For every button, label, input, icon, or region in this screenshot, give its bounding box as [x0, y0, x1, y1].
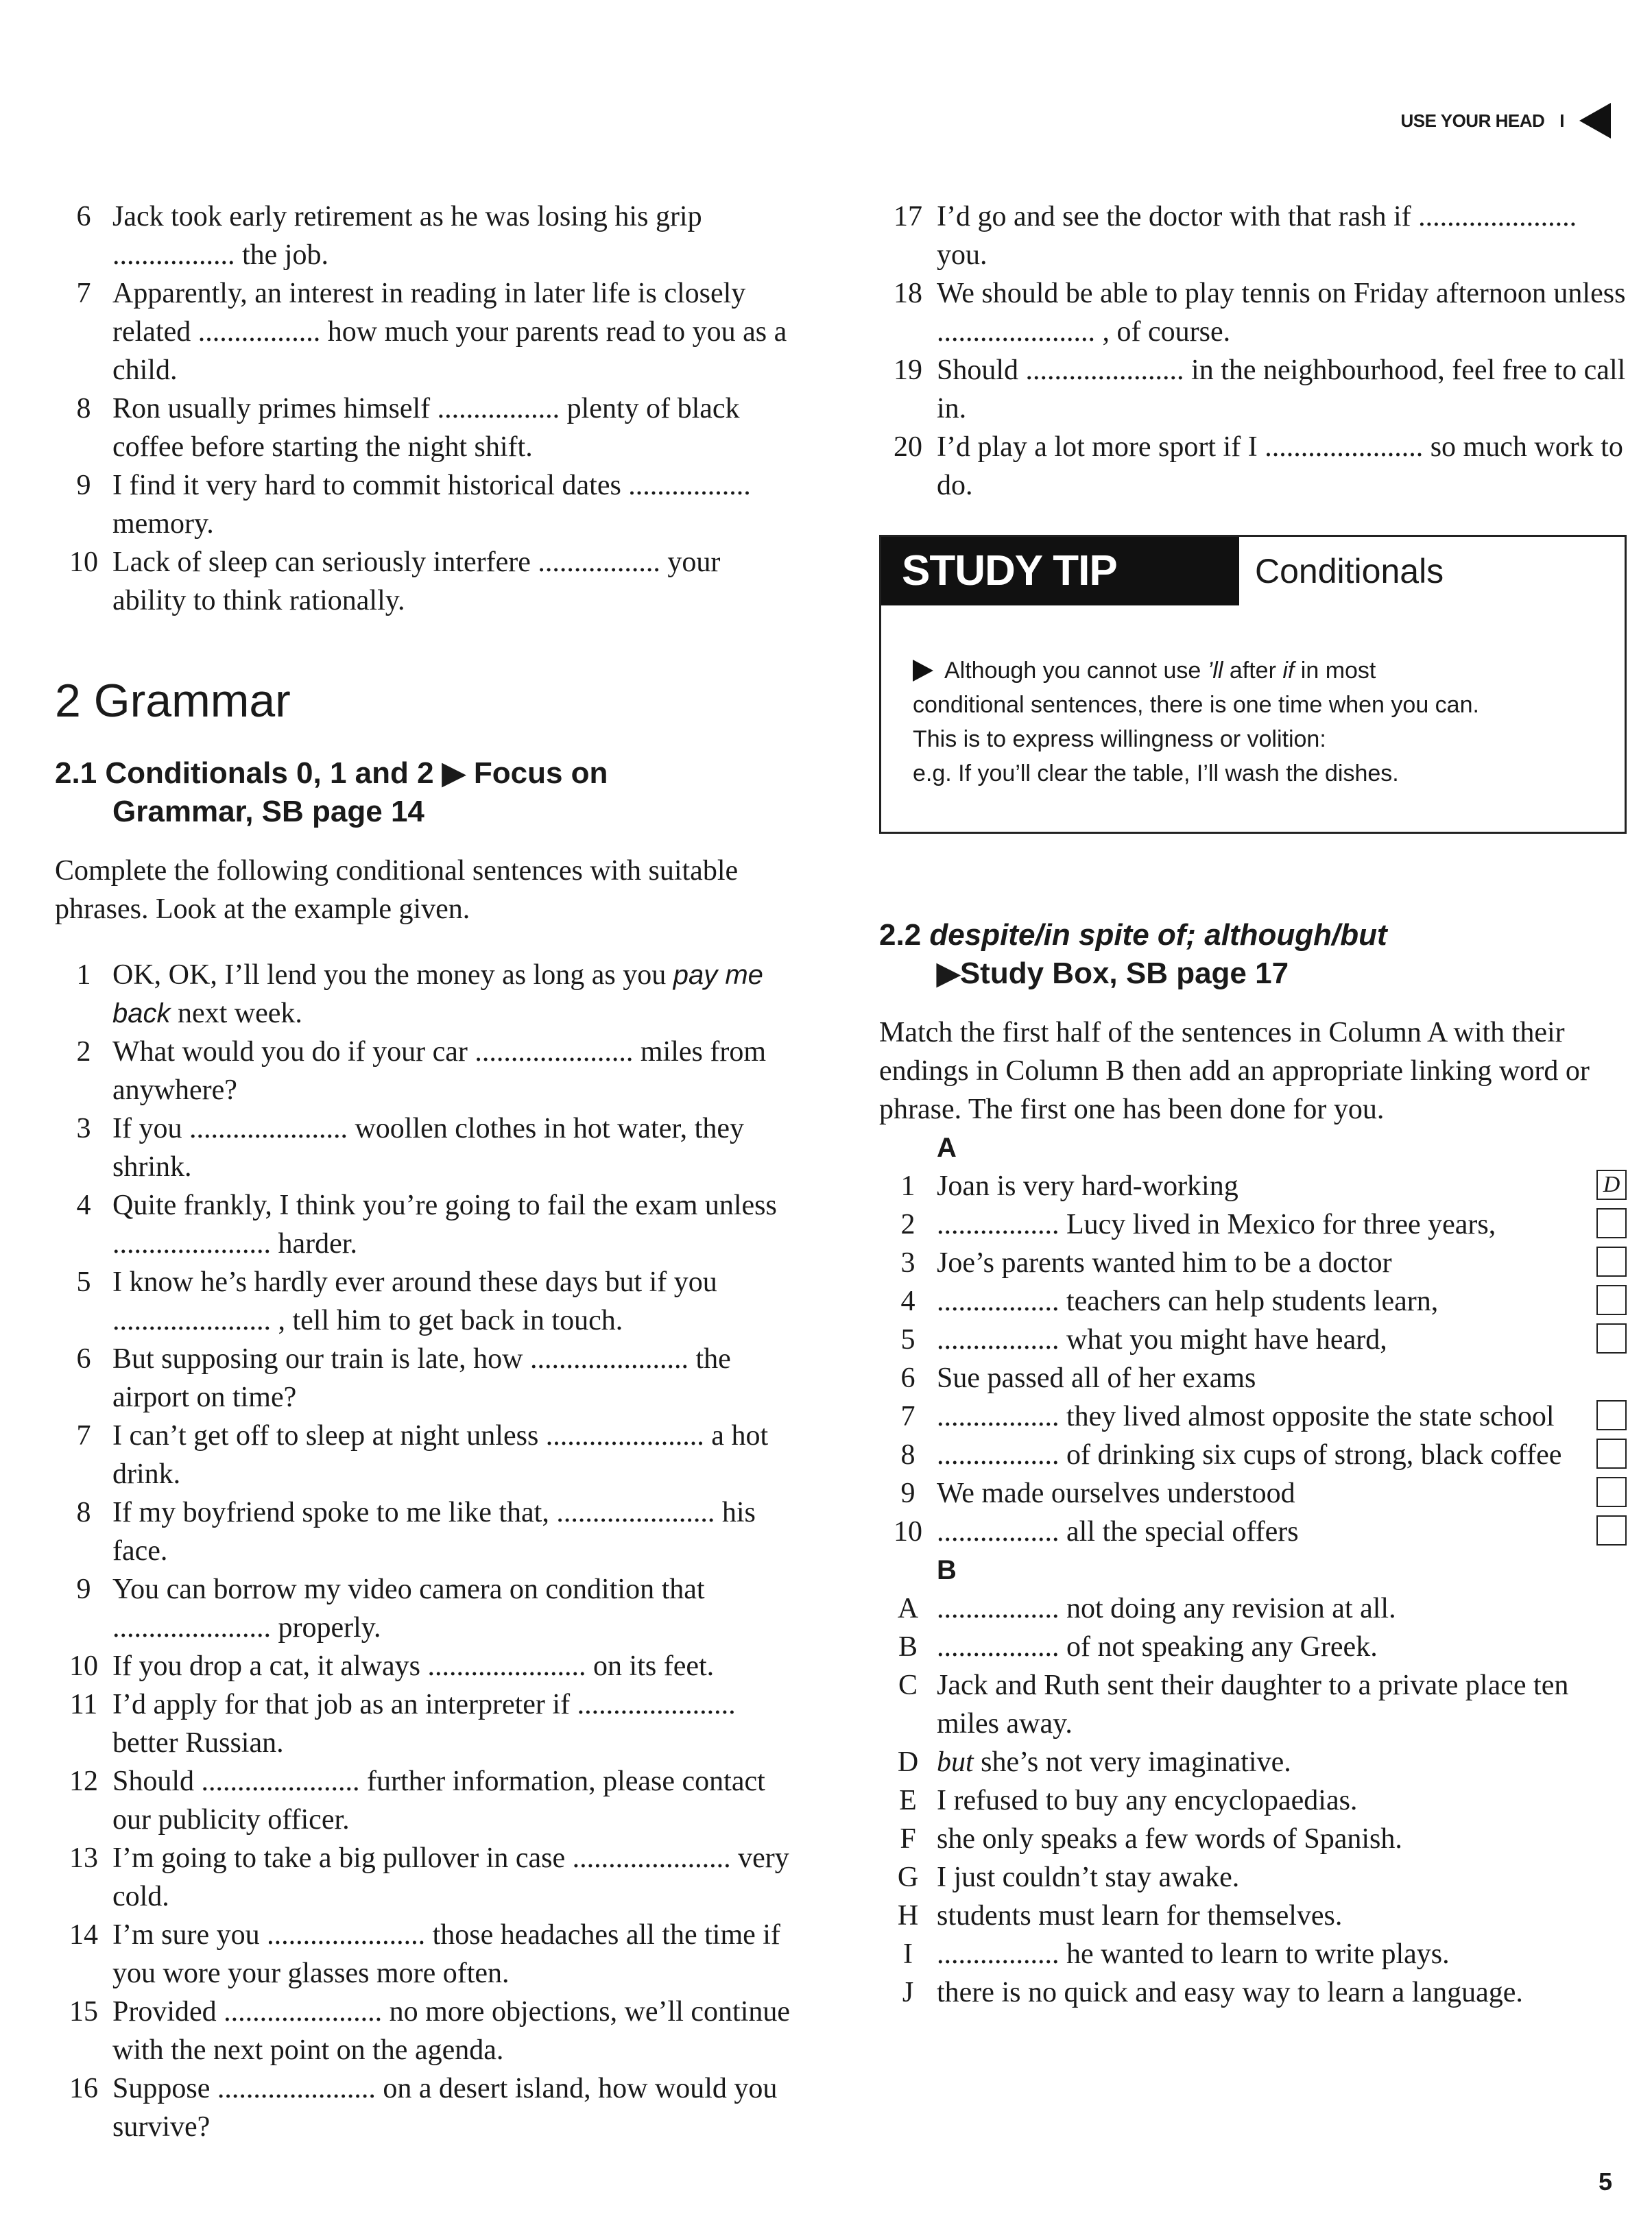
tip-text: after [1223, 658, 1283, 684]
list-item [879, 1973, 1627, 2012]
running-head-divider: I [1559, 110, 1564, 131]
list-item [879, 1935, 1627, 1973]
list-item [55, 1417, 795, 1493]
item-text: But supposing our train is late, how ...................... the airport on time? [112, 1343, 731, 1413]
item-text: I just couldn’t stay awake. [937, 1862, 1240, 1893]
item-text [937, 1359, 1627, 1397]
list-item [879, 351, 1627, 428]
running-head [1401, 103, 1611, 139]
item-text: Provided ...................... no more objections, we’ll continue with the next point on the agenda. [112, 1996, 791, 2066]
heading-line: 2.2 [879, 918, 930, 952]
item-number: 10 [69, 546, 98, 578]
item-text: I refused to buy any encyclopaedias. [937, 1785, 1358, 1816]
list-item [879, 274, 1627, 351]
item-text: Should ...................... further information, please contact our publicity officer. [112, 1766, 765, 1836]
item-text: Jack took early retirement as he was losing his grip ................. the job. [112, 201, 702, 271]
list-item [55, 543, 795, 620]
item-text: Jack and Ruth sent their daughter to a private place ten miles away. [937, 1670, 1569, 1740]
heading-line: 2.1 Conditionals 0, 1 and 2 ▶ Focus on [55, 756, 608, 790]
running-head-title: USE YOUR HEAD [1400, 110, 1545, 131]
item-text: Lack of sleep can seriously interfere ................. your ability to think rationally. [112, 546, 721, 616]
item-text [937, 1474, 1627, 1513]
item-text [937, 1436, 1627, 1474]
answer-box[interactable] [1596, 1323, 1627, 1354]
list-item [879, 1628, 1627, 1666]
item-text: I’d go and see the doctor with that rash if ...................... you. [937, 201, 1577, 271]
item-number: 10 [69, 1650, 98, 1682]
answer-box[interactable] [1596, 1285, 1627, 1315]
item-number: 7 [900, 1401, 915, 1432]
list-item [879, 1167, 1627, 1205]
study-tip-line [913, 653, 1597, 688]
item-text: ................. teachers can help students learn, [937, 1286, 1439, 1317]
item-text: ................. Lucy lived in Mexico for three years, [937, 1209, 1496, 1240]
heading-line: despite/in spite of; although/but [929, 918, 1387, 952]
list-item [55, 1993, 795, 2069]
heading-line: Grammar, SB page 14 [112, 795, 424, 828]
item-text: I’m going to take a big pullover in case ...................... very cold. [112, 1842, 789, 1912]
item-text: ................. all the special offers [937, 1516, 1299, 1548]
column-a-label: A [937, 1133, 957, 1163]
list-item [879, 1781, 1627, 1820]
page-number: 5 [1598, 2167, 1612, 2196]
exercise-2-2-instructions: Match the first half of the sentences in Column A with their endings in Column B then add an appropriate linking word or phrase. The first one has been done for you. [879, 1017, 1590, 1125]
item-number: 9 [900, 1478, 915, 1509]
list-item [879, 428, 1627, 505]
vocab-items-continued [55, 197, 795, 620]
item-number: 13 [69, 1842, 98, 1874]
item-text [937, 1743, 1627, 1781]
item-text [112, 956, 795, 1033]
item-number: 16 [69, 2073, 98, 2104]
exercise-2-1-items-continued [879, 197, 1627, 505]
item-letter: F [900, 1823, 916, 1855]
list-item [879, 1513, 1627, 1551]
example-text: OK, OK, I’ll lend you the money as long as you [112, 959, 673, 991]
item-text: If my boyfriend spoke to me like that, ...................... his face. [112, 1497, 756, 1567]
item-text: I’d apply for that job as an interpreter if ...................... better Russian. [112, 1689, 736, 1759]
list-item [55, 1570, 795, 1647]
item-number: 2 [76, 1036, 91, 1068]
example-item [55, 956, 795, 1033]
item-number: 2 [900, 1209, 915, 1240]
example-answer: but [937, 1746, 974, 1778]
item-number: 8 [900, 1439, 915, 1471]
item-number: 3 [76, 1113, 91, 1144]
item-text: Quite frankly, I think you’re going to fail the exam unless ...................... harder. [112, 1190, 777, 1260]
item-number: 12 [69, 1766, 98, 1797]
item-number: 11 [69, 1689, 98, 1720]
item-number: 10 [894, 1516, 922, 1548]
item-number: 4 [76, 1190, 91, 1221]
list-item [55, 1685, 795, 1762]
list-item [55, 1109, 795, 1186]
study-tip-banner: STUDY TIP [881, 537, 1239, 605]
list-item [879, 1858, 1627, 1897]
item-text: If you ...................... woollen clothes in hot water, they shrink. [112, 1113, 744, 1183]
item-text [937, 1167, 1627, 1205]
exercise-2-1-items [55, 956, 795, 2146]
list-item [879, 1820, 1627, 1858]
list-item [879, 1205, 1627, 1244]
item-text: We should be able to play tennis on Friday afternoon unless ...................... , of course. [937, 278, 1626, 348]
answer-box[interactable] [1596, 1208, 1627, 1238]
item-text: she only speaks a few words of Spanish. [937, 1823, 1402, 1855]
item-text: I find it very hard to commit historical dates ................. memory. [112, 470, 751, 540]
answer-box[interactable] [1596, 1247, 1627, 1277]
item-text: ................. what you might have heard, [937, 1324, 1387, 1356]
item-letter: G [897, 1862, 919, 1893]
list-item [879, 1743, 1627, 1781]
exercise-2-1-instructions: Complete the following conditional sentences with suitable phrases. Look at the example given. [55, 855, 739, 925]
item-number: 7 [76, 278, 91, 309]
item-text: I know he’s hardly ever around these days but if you ...................... , tell him to get back in touch. [112, 1266, 717, 1336]
answer-box[interactable] [1596, 1477, 1627, 1507]
item-letter: I [903, 1938, 913, 1970]
item-text [937, 1513, 1627, 1551]
list-item [55, 1647, 795, 1685]
item-number: 9 [76, 1574, 91, 1605]
tip-text: ’ll [1207, 658, 1223, 684]
item-number: 19 [894, 354, 922, 386]
heading-line: ▶Study Box, SB page 17 [937, 957, 1289, 990]
item-text [937, 1244, 1627, 1282]
item-number: 20 [894, 431, 922, 463]
study-tip-body [913, 653, 1597, 791]
example-text: next week. [170, 998, 302, 1029]
back-triangle-icon [1579, 103, 1611, 139]
tip-text: in most [1294, 658, 1376, 684]
item-text: Apparently, an interest in reading in later life is closely related ................. how much your parents read to you as a child. [112, 278, 787, 386]
item-number: 18 [894, 278, 922, 309]
item-text [937, 1321, 1627, 1359]
exercise-2-2-heading [879, 916, 1627, 993]
item-letter: H [897, 1900, 919, 1932]
list-item [879, 1321, 1627, 1359]
item-letter: B [898, 1631, 918, 1663]
list-item [55, 1762, 795, 1839]
example-answer: pay me back [112, 960, 763, 1029]
item-number: 5 [76, 1266, 91, 1298]
item-text: Sue passed all of her exams [937, 1362, 1256, 1394]
item-text: Should ...................... in the neighbourhood, feel free to call in. [937, 354, 1626, 424]
study-tip-title: Conditionals [1255, 552, 1444, 590]
item-number: 4 [900, 1286, 915, 1317]
item-text: If you drop a cat, it always ...................... on its feet. [112, 1650, 715, 1682]
item-number: 3 [900, 1247, 915, 1279]
list-item [55, 1033, 795, 1109]
study-tip-line: conditional sentences, there is one time when you can. [913, 692, 1479, 718]
answer-box[interactable] [1596, 1439, 1627, 1469]
item-text [937, 1282, 1627, 1321]
item-letter: C [898, 1670, 918, 1701]
list-item [55, 274, 795, 389]
item-text [937, 1205, 1627, 1244]
answer-box[interactable] [1596, 1515, 1627, 1546]
item-letter: A [897, 1593, 919, 1624]
study-tip-box [879, 535, 1627, 834]
list-item [879, 197, 1627, 274]
item-text: ................. he wanted to learn to write plays. [937, 1938, 1450, 1970]
list-item [879, 1397, 1627, 1436]
item-text: students must learn for themselves. [937, 1900, 1343, 1932]
item-text: Joe’s parents wanted him to be a doctor [937, 1247, 1392, 1279]
answer-box[interactable]: D [1596, 1170, 1627, 1200]
list-item [55, 1839, 795, 1916]
item-text: You can borrow my video camera on condition that ...................... properly. [112, 1574, 705, 1644]
item-number: 6 [900, 1362, 915, 1394]
item-text: ................. of drinking six cups of strong, black coffee [937, 1439, 1562, 1471]
column-b-list [879, 1589, 1627, 2012]
item-number: 1 [76, 959, 91, 991]
list-item [55, 197, 795, 274]
item-number: 9 [76, 470, 91, 501]
item-number: 17 [894, 201, 922, 232]
item-number: 5 [900, 1324, 915, 1356]
item-text: ................. they lived almost opposite the state school [937, 1401, 1555, 1432]
item-text: I’m sure you ...................... those headaches all the time if you wore your glasses more often. [112, 1919, 780, 1989]
tip-text: if [1282, 658, 1295, 684]
item-text: Suppose ...................... on a desert island, how would you survive? [112, 2073, 778, 2143]
list-item [55, 1263, 795, 1340]
left-column [55, 197, 795, 2146]
item-text: Ron usually primes himself ................. plenty of black coffee before starting the night shift. [112, 393, 740, 463]
item-number: 8 [76, 393, 91, 424]
play-arrow-icon [913, 660, 933, 682]
list-item [55, 466, 795, 543]
list-item [879, 1282, 1627, 1321]
item-number: 1 [900, 1170, 915, 1202]
list-item [879, 1897, 1627, 1935]
item-text: I can’t get off to sleep at night unless ...................... a hot drink. [112, 1420, 769, 1490]
section-title: 2 Grammar [55, 675, 291, 727]
item-text: ................. not doing any revision at all. [937, 1593, 1396, 1624]
list-item [55, 2069, 795, 2146]
item-text: there is no quick and easy way to learn a language. [937, 1977, 1523, 2008]
list-item [55, 1186, 795, 1263]
exercise-2-1-heading [55, 754, 795, 831]
item-number: 6 [76, 201, 91, 232]
list-item [55, 1493, 795, 1570]
item-text: ................. of not speaking any Greek. [937, 1631, 1378, 1663]
list-item [879, 1359, 1627, 1397]
item-text: Joan is very hard-working [937, 1170, 1238, 1202]
item-number: 8 [76, 1497, 91, 1528]
study-tip-line: This is to express willingness or volition: [913, 726, 1326, 752]
list-item [55, 389, 795, 466]
item-letter: J [902, 1977, 914, 2008]
list-item [879, 1244, 1627, 1282]
item-text: she’s not very imaginative. [973, 1746, 1291, 1778]
tip-text: Although you cannot use [944, 658, 1208, 684]
item-number: 15 [69, 1996, 98, 2028]
list-item [879, 1474, 1627, 1513]
item-text: What would you do if your car ...................... miles from anywhere? [112, 1036, 766, 1106]
list-item [879, 1589, 1627, 1628]
answer-box[interactable] [1596, 1400, 1627, 1430]
right-column [879, 197, 1627, 2012]
item-letter: E [899, 1785, 917, 1816]
column-b-label: B [937, 1555, 957, 1585]
list-item [879, 1666, 1627, 1743]
list-item [55, 1916, 795, 1993]
column-a-list [879, 1167, 1627, 1551]
item-number: 7 [76, 1420, 91, 1452]
list-item [55, 1340, 795, 1417]
item-text [937, 1397, 1627, 1436]
item-number: 6 [76, 1343, 91, 1375]
item-letter: D [897, 1746, 919, 1778]
item-text: I’d play a lot more sport if I ...................... so much work to do. [937, 431, 1623, 501]
study-tip-line: e.g. If you’ll clear the table, I’ll wash the dishes. [913, 760, 1399, 786]
item-number: 14 [69, 1919, 98, 1951]
list-item [879, 1436, 1627, 1474]
item-text: We made ourselves understood [937, 1478, 1295, 1509]
